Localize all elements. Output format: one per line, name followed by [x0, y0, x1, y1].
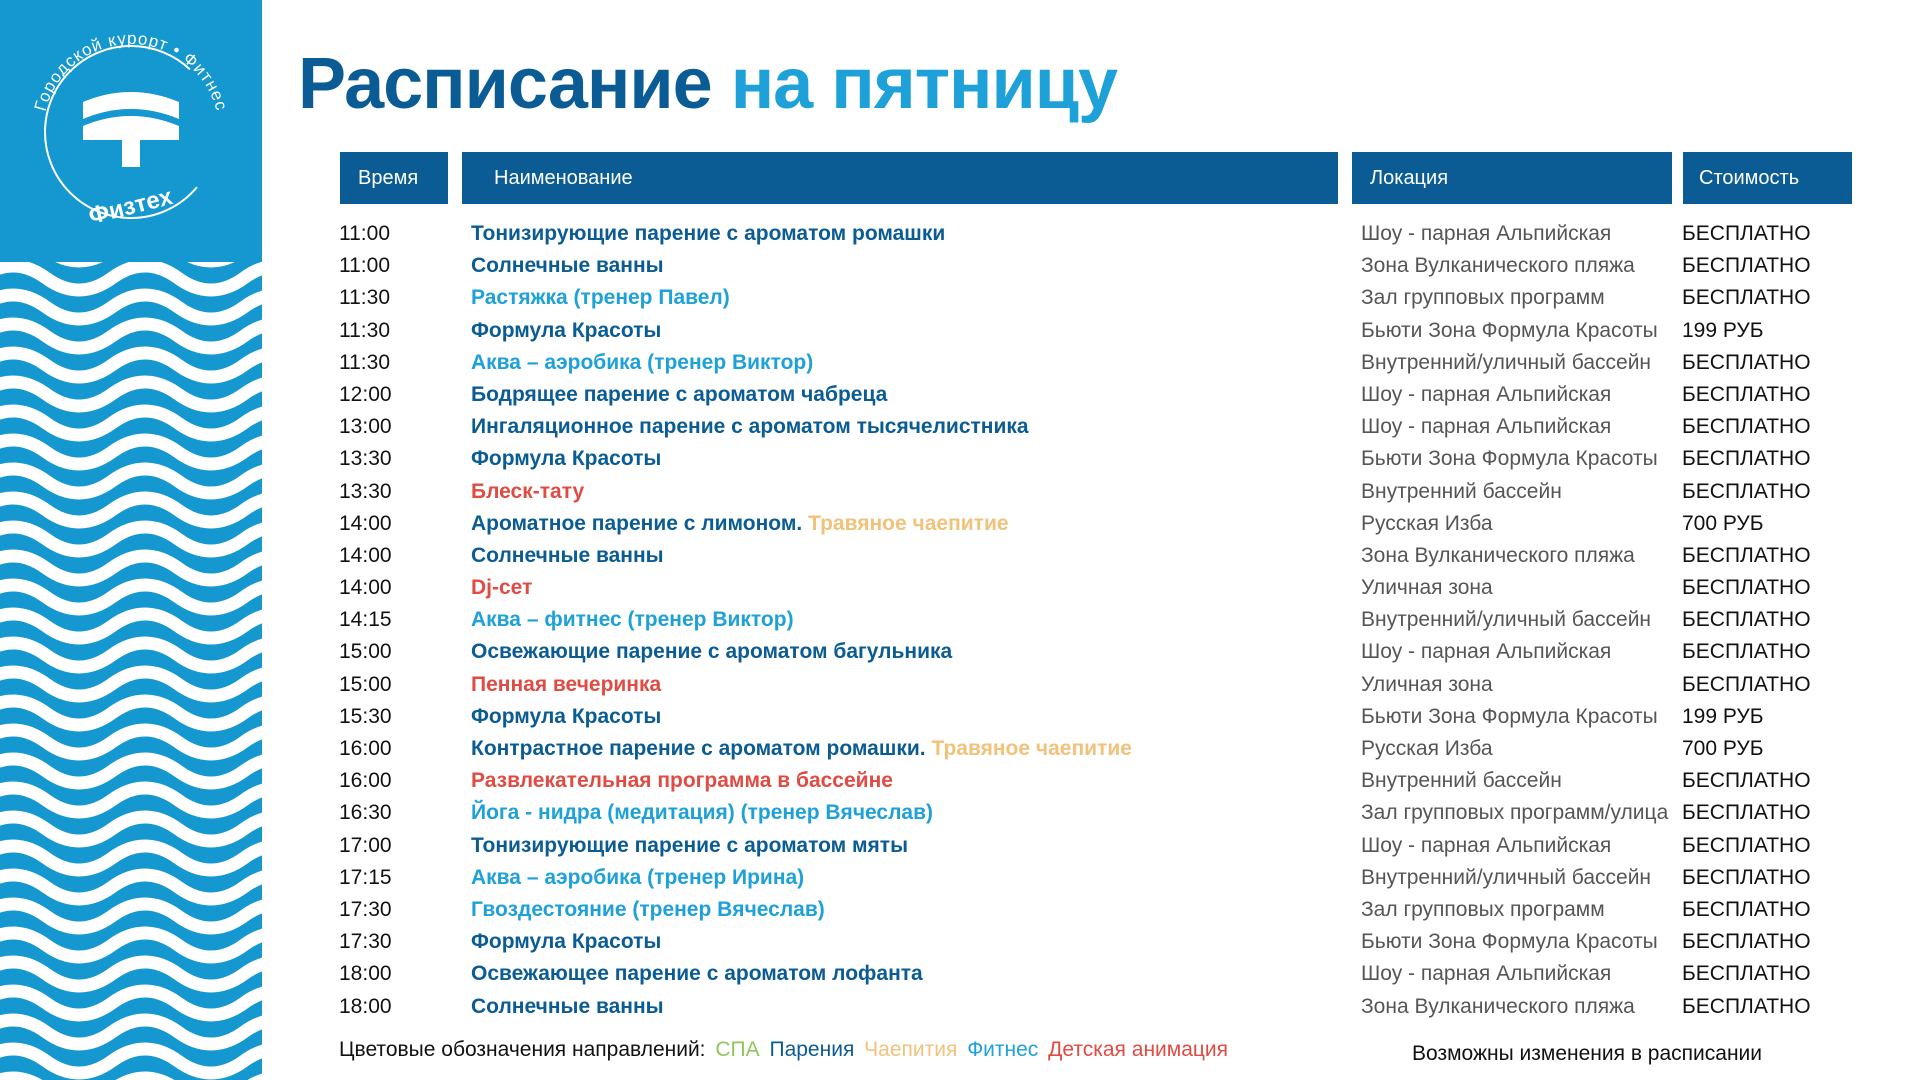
row-location: Бьюти Зона Формула Красоты [1361, 704, 1658, 728]
table-row [0, 379, 1920, 411]
row-cost: БЕСПЛАТНО [1682, 382, 1811, 406]
row-location: Уличная зона [1361, 576, 1493, 600]
row-name: Тонизирующие парение с ароматом мяты [471, 833, 909, 857]
page-title [298, 44, 1118, 124]
row-name-group [471, 733, 1132, 765]
row-cost: БЕСПЛАТНО [1682, 222, 1811, 245]
row-name: Солнечные ванны [471, 994, 664, 1018]
row-location: Шоу - парная Альпийская [1361, 222, 1612, 245]
row-cost: БЕСПЛАТНО [1682, 833, 1811, 857]
row-cost: БЕСПЛАТНО [1682, 350, 1811, 374]
row-time: 17:30 [339, 897, 392, 921]
schedule-table [0, 218, 1920, 1023]
table-row [0, 572, 1920, 604]
row-cost: БЕСПЛАТНО [1682, 415, 1811, 439]
row-time: 11:30 [339, 350, 390, 374]
row-name: Аква – аэробика (тренер Виктор) [471, 350, 814, 374]
table-row [0, 862, 1920, 894]
row-name: Гвоздестояние (тренер Вячеслав) [471, 897, 825, 921]
row-cost: 700 РУБ [1682, 737, 1764, 760]
row-name: Блеск-тату [471, 479, 585, 503]
row-time: 14:00 [339, 576, 392, 600]
legend-item-kids: Детская анимация [1048, 1038, 1229, 1061]
row-cost: БЕСПЛАТНО [1682, 672, 1811, 696]
row-time: 11:00 [339, 254, 390, 278]
row-time: 11:30 [339, 318, 390, 342]
row-cost: БЕСПЛАТНО [1682, 897, 1811, 921]
row-time: 11:30 [339, 286, 390, 310]
row-location: Шоу - парная Альпийская [1361, 833, 1612, 857]
row-time: 16:00 [339, 737, 392, 760]
row-location: Русская Изба [1361, 737, 1493, 760]
title-part-1: Расписание [298, 44, 712, 124]
table-row [0, 443, 1920, 475]
row-cost: БЕСПЛАТНО [1682, 769, 1811, 793]
row-location: Зал групповых программ [1361, 897, 1605, 921]
table-row [0, 797, 1920, 829]
row-name: Пенная вечеринка [471, 672, 662, 696]
table-row [0, 250, 1920, 282]
header-cost: Стоимость [1683, 152, 1852, 204]
row-location: Шоу - парная Альпийская [1361, 415, 1612, 439]
row-time: 18:00 [339, 962, 392, 986]
row-name: Развлекательная программа в бассейне [471, 769, 893, 793]
row-cost: БЕСПЛАТНО [1682, 865, 1811, 889]
row-name: Ингаляционное парение с ароматом тысячелистника [471, 415, 1029, 439]
row-time: 18:00 [339, 994, 392, 1018]
row-location: Бьюти Зона Формула Красоты [1361, 318, 1658, 342]
row-name: Тонизирующие парение с ароматом ромашки [471, 222, 946, 245]
row-name: Контрастное парение с ароматом ромашки. [471, 737, 926, 760]
row-cost: 700 РУБ [1682, 511, 1764, 535]
row-location: Зона Вулканического пляжа [1361, 543, 1635, 567]
color-legend [339, 1038, 1232, 1062]
row-name: Формула Красоты [471, 930, 662, 954]
row-location: Внутренний/уличный бассейн [1361, 350, 1652, 374]
table-row [0, 701, 1920, 733]
row-name: Солнечные ванны [471, 543, 664, 567]
table-row [0, 958, 1920, 990]
row-cost: БЕСПЛАТНО [1682, 608, 1811, 632]
row-name: Йога - нидра (медитация) (тренер Вячеслав) [471, 801, 934, 825]
row-cost: БЕСПЛАТНО [1682, 801, 1811, 825]
row-time: 13:00 [339, 415, 392, 439]
row-time: 14:00 [339, 511, 392, 535]
row-cost: БЕСПЛАТНО [1682, 576, 1811, 600]
row-location: Внутренний/уличный бассейн [1361, 608, 1652, 632]
table-row [0, 991, 1920, 1023]
logo-name: Физтех [85, 183, 176, 230]
row-location: Зона Вулканического пляжа [1361, 254, 1635, 278]
legend-item-parenie: Парения [769, 1038, 855, 1061]
table-row [0, 830, 1920, 862]
row-name: Растяжка (тренер Павел) [471, 286, 730, 310]
row-time: 15:00 [339, 640, 392, 664]
table-row [0, 540, 1920, 572]
row-name-group [471, 508, 1009, 540]
table-row [0, 894, 1920, 926]
row-cost: 199 РУБ [1682, 704, 1764, 728]
row-cost: БЕСПЛАТНО [1682, 543, 1811, 567]
row-time: 15:00 [339, 672, 392, 696]
title-part-2: на пятницу [730, 44, 1118, 124]
row-location: Шоу - парная Альпийская [1361, 640, 1612, 664]
table-row [0, 604, 1920, 636]
legend-item-tea: Чаепития [864, 1038, 958, 1061]
row-time: 15:30 [339, 704, 392, 728]
row-location: Шоу - парная Альпийская [1361, 382, 1612, 406]
row-location: Шоу - парная Альпийская [1361, 962, 1612, 986]
row-location: Русская Изба [1361, 511, 1493, 535]
row-name: Dj-сет [471, 576, 533, 600]
legend-item-fitness: Фитнес [967, 1038, 1039, 1061]
row-cost: БЕСПЛАТНО [1682, 286, 1811, 310]
logo-ring-text: Городской курорт • Фитнес [30, 28, 232, 114]
row-name: Формула Красоты [471, 318, 662, 342]
table-row [0, 669, 1920, 701]
row-time: 14:00 [339, 543, 392, 567]
legend-item-spa: СПА [715, 1038, 760, 1061]
row-location: Внутренний бассейн [1361, 769, 1562, 793]
header-location: Локация [1352, 152, 1672, 204]
row-location: Бьюти Зона Формула Красоты [1361, 447, 1658, 471]
row-location: Внутренний/уличный бассейн [1361, 865, 1652, 889]
row-name: Освежающие парение с ароматом багульника [471, 640, 953, 664]
row-cost: БЕСПЛАТНО [1682, 994, 1811, 1018]
table-row [0, 347, 1920, 379]
table-row [0, 218, 1920, 250]
row-location: Зона Вулканического пляжа [1361, 994, 1635, 1018]
row-cost: 199 РУБ [1682, 318, 1764, 342]
row-time: 11:00 [339, 222, 390, 245]
row-extra-activity: Травяное чаепитие [808, 511, 1009, 535]
header-name: Наименование [462, 152, 1338, 204]
table-row [0, 926, 1920, 958]
row-extra-activity: Травяное чаепитие [931, 737, 1132, 760]
row-name: Формула Красоты [471, 447, 662, 471]
table-row [0, 508, 1920, 540]
header-time: Время [340, 152, 448, 204]
table-row [0, 411, 1920, 443]
row-time: 12:00 [339, 382, 392, 406]
row-location: Зал групповых программ/улица [1361, 801, 1669, 825]
legend-label: Цветовые обозначения направлений: [339, 1038, 706, 1061]
row-time: 16:30 [339, 801, 392, 825]
row-cost: БЕСПЛАТНО [1682, 930, 1811, 954]
row-name: Ароматное парение с лимоном. [471, 511, 803, 535]
row-time: 13:30 [339, 447, 392, 471]
row-name: Солнечные ванны [471, 254, 664, 278]
row-name: Формула Красоты [471, 704, 662, 728]
row-cost: БЕСПЛАТНО [1682, 254, 1811, 278]
row-cost: БЕСПЛАТНО [1682, 479, 1811, 503]
row-cost: БЕСПЛАТНО [1682, 962, 1811, 986]
row-name: Освежающее парение с ароматом лофанта [471, 962, 923, 986]
row-time: 17:15 [339, 865, 392, 889]
row-time: 17:00 [339, 833, 392, 857]
row-location: Уличная зона [1361, 672, 1493, 696]
row-name: Аква – аэробика (тренер Ирина) [471, 865, 805, 889]
row-time: 17:30 [339, 930, 392, 954]
row-time: 16:00 [339, 769, 392, 793]
table-row [0, 315, 1920, 347]
schedule-note: Возможны изменения в расписании [1412, 1042, 1763, 1065]
row-location: Бьюти Зона Формула Красоты [1361, 930, 1658, 954]
row-cost: БЕСПЛАТНО [1682, 447, 1811, 471]
row-name: Бодрящее парение с ароматом чабреца [471, 382, 888, 406]
table-row [0, 733, 1920, 765]
row-cost: БЕСПЛАТНО [1682, 640, 1811, 664]
row-location: Внутренний бассейн [1361, 479, 1562, 503]
table-row [0, 476, 1920, 508]
table-row [0, 282, 1920, 314]
row-time: 13:30 [339, 479, 392, 503]
row-location: Зал групповых программ [1361, 286, 1605, 310]
table-row [0, 636, 1920, 668]
row-name: Аква – фитнес (тренер Виктор) [471, 608, 794, 632]
table-row [0, 765, 1920, 797]
row-time: 14:15 [339, 608, 392, 632]
